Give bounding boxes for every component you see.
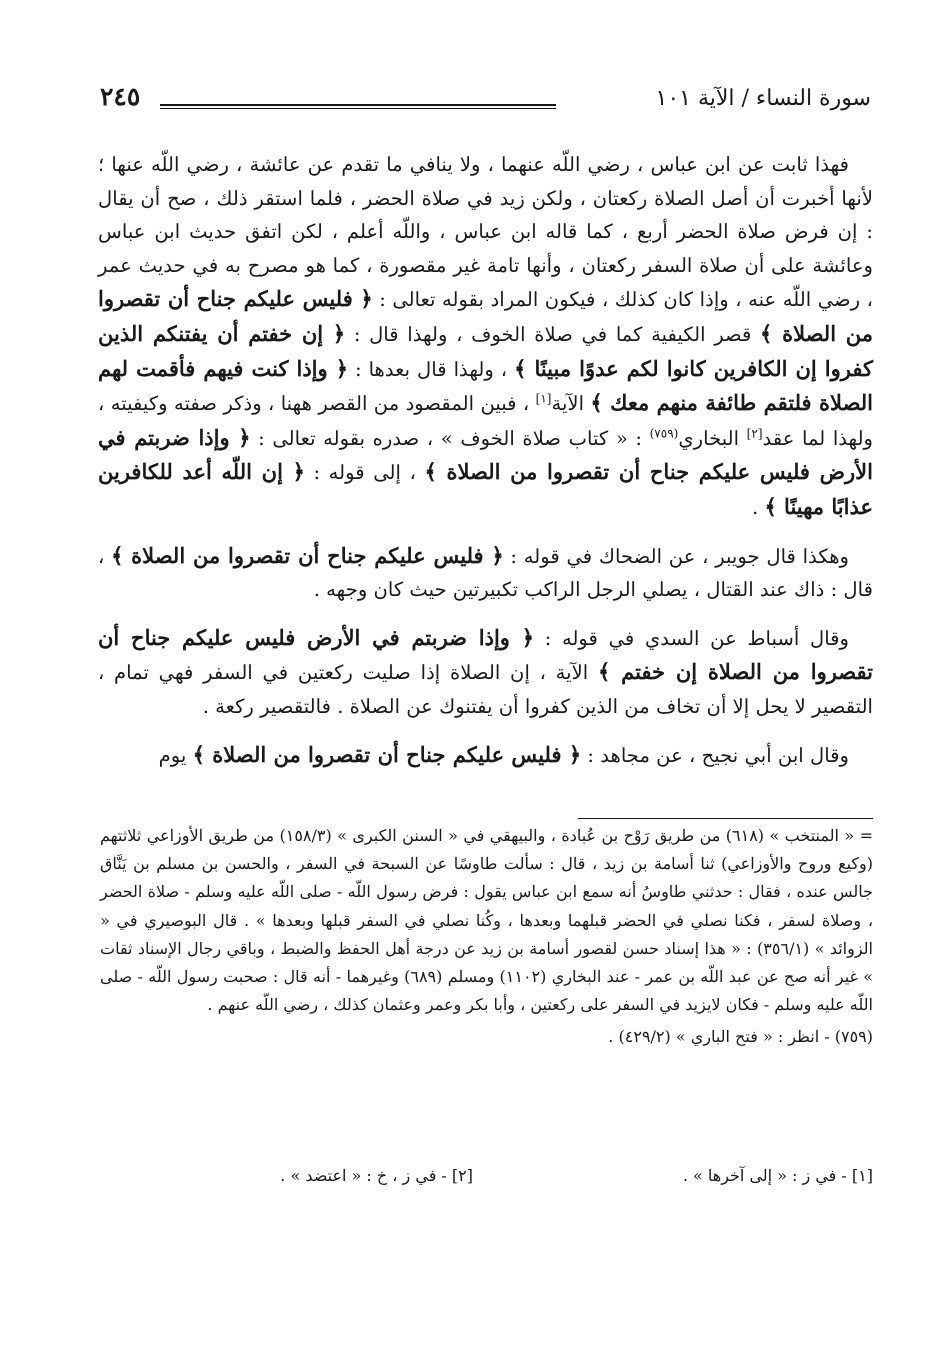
footnotes (100, 822, 873, 1052)
paragraph-1 (98, 148, 873, 525)
variant-note-1: [١] - في ز : « إلى آخرها » . (682, 1166, 873, 1185)
footnote-ref[interactable]: (٧٥٩) (649, 426, 679, 441)
text-segment: وهكذا قال جويبر ، عن الضحاك في قوله : (510, 544, 849, 568)
text-segment: البخاري (678, 426, 740, 450)
paragraph-3 (98, 621, 873, 724)
main-text (98, 148, 873, 786)
variant-ref[interactable]: [٢] (746, 426, 763, 441)
text-segment: يوم (158, 743, 187, 767)
header-rule (160, 104, 556, 109)
text-segment: : « كتاب صلاة الخوف » ، صدره بقوله تعالى : (258, 426, 643, 450)
footnote-continued: = « المنتخب » (٦١٨) من طريق رَوْح بن عُبادة ، والبيهقي في « السنن الكبرى » (١٥٨/٣) من طريق الأوزاعي ثلاثتهم (وكيع وروح والأوزاعي) ثنا أسامة بن زيد ، قال : سألت طاوسًا عن السبحة في السفر ، والحسن بن مسلم بن يَنَّاق جالس عنده ، فقال : حدثني طاوسُ أنه سمع ابن عباس يقول : فرض رسول اللّه - صلى اللّه عليه وسلم - صلاة الحضر ، وصلاة لسفر ، فكنا نصلي في الحضر قبلهما وبعدها ، وكُنا نصلي في السفر قبلها وبعدها » . قال البوصيري في « الزوائد » (٣٥٦/١) : « هذا إسناد حسن لقصور أسامة بن زيد عن درجة أهل الحفظ والضبط ، وباقي رجال الإسناد ثقات » غير أنه صح عن عبد اللّه بن عمر - عند البخاري (١١٠٢) ومسلم (٦٨٩) وغيرهما - أنه قال : صحبت رسول اللّه - صلى اللّه عليه وسلم - فكان لايزيد في السفر على ركعتين ، وأبا بكر وعمر وعثمان كذلك ، رضي اللّه عنهم . (100, 826, 874, 1015)
text-segment: . (751, 495, 759, 519)
quran-quote: ﴿ فليس عليكم جناح أن تقصروا من الصلاة ﴾ (192, 741, 582, 767)
text-segment: ، قال : ذاك عند القتال ، يصلي الرجل الراكب تكبيرتين حيث كان وجهه . (98, 544, 873, 602)
page-header (100, 82, 871, 122)
variant-note-2: [٢] - في ز ، خ : « اعتضد » . (280, 1166, 473, 1185)
quran-quote: ﴿ إن خفتم أن يفتنكم الذين كفروا إن الكافرين كانوا لكم عدوًا مبينًا ﴾ (98, 320, 873, 381)
text-segment: ، ولهذا قال بعدها : (355, 357, 508, 381)
text-segment: وقال ابن أبي نجيح ، عن مجاهد : (587, 743, 849, 767)
variant-notes (220, 1166, 873, 1196)
text-segment: وقال أسباط عن السدي في قوله : (544, 626, 850, 650)
text-segment: الآية ، إن الصلاة إذا صليت ركعتين في السفر فهي تمام ، التقصير لا يحل إلا أن تخاف من الذين كفروا أن يفتنوك عن الصلاة . فالتقصير ركعة . (98, 661, 873, 718)
quran-quote: ﴿ فليس عليكم جناح أن تقصروا من الصلاة ﴾ (98, 286, 874, 346)
text-segment: ، فبين المقصود من القصر ههنا ، وذكر صفته وكيفيته ، ولهذا لما عقد (98, 392, 874, 450)
text-segment: فهذا ثابت عن ابن عباس ، رضي اللّه عنهما ، ولا ينافي ما تقدم عن عائشة ، رضي اللّه عنها ؛ لأنها أخبرت أن أصل الصلاة ركعتان ، ولكن زيد في صلاة الحضر ، فلما استقر ذلك ، صح أن يقال : إن فرض صلاة الحضر أربع ، كما قاله ابن عباس ، واللّه أعلم ، لكن اتفق حديث ابن عباس وعائشة على أن صلاة السفر ركعتان ، وأنها تامة غير مقصورة ، كما هو مصرح به في حديث عمر ، رضي اللّه عنه ، وإذا كان كذلك ، فيكون المراد بقوله تعالى : (98, 153, 873, 312)
quran-quote: ﴿ وإذا كنت فيهم فأقمت لهم الصلاة فلتقم طائفة منهم معك ﴾ (98, 355, 874, 416)
text-segment: قصر الكيفية كما في صلاة الخوف ، ولهذا قال : (353, 322, 752, 346)
variant-ref[interactable]: [١] (535, 391, 552, 406)
quran-quote: ﴿ وإذا ضربتم في الأرض فليس عليكم جناح أن تقصروا من الصلاة إن خفتم ﴾ (98, 624, 873, 685)
text-segment: ، إلى قوله : (313, 461, 416, 485)
surah-verse-title: سورة النساء / الآية ١٠١ (655, 86, 871, 111)
footnote-rule (578, 818, 873, 819)
quran-quote: ﴿ إن اللّه أعد للكافرين عذابًا مهينًا ﴾ (98, 459, 873, 519)
paragraph-2 (98, 539, 873, 607)
paragraph-4 (98, 738, 873, 773)
footnote-759: (٧٥٩) - انظر : « فتح الباري » (٤٢٩/٢) . (608, 1027, 873, 1047)
text-segment: الآية (551, 392, 585, 416)
page-number: ٢٤٥ (100, 82, 141, 111)
quran-quote: ﴿ فليس عليكم جناح أن تقصروا من الصلاة ﴾ (111, 542, 504, 568)
quran-quote: ﴿ وإذا ضربتم في الأرض فليس عليكم جناح أن تقصروا من الصلاة ﴾ (98, 424, 873, 485)
